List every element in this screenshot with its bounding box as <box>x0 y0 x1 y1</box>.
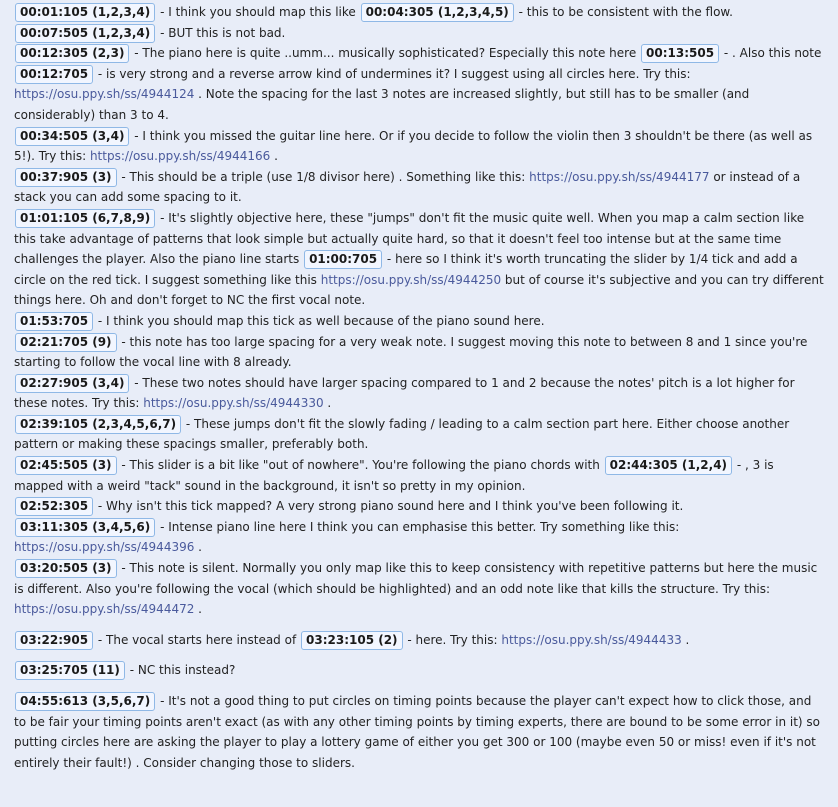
timestamp-link[interactable]: 03:22:905 <box>15 631 93 650</box>
comment-text: . <box>194 540 202 555</box>
screenshot-link[interactable]: https://osu.ppy.sh/ss/4944177 <box>529 169 710 184</box>
timestamp-link[interactable]: 00:01:105 (1,2,3,4) <box>15 3 155 22</box>
mod-comment <box>14 630 824 651</box>
timestamp-link[interactable]: 01:00:705 <box>304 250 382 269</box>
timestamp-link[interactable]: 00:12:705 <box>15 65 93 84</box>
comment-text: - here so I think it's worth truncating the slider by 1/4 tick and add a circle on the red tick. I suggest something like this <box>14 252 798 287</box>
mod-comment <box>14 414 824 455</box>
comment-text: but of course it's subjective and you can try different things here. Oh and don't forget to NC the first vocal note. <box>14 272 824 308</box>
comment-text: - is very strong and a reverse arrow kind of undermines it? I suggest using all circles here. Try this: <box>94 66 691 81</box>
screenshot-link[interactable]: https://osu.ppy.sh/ss/4944330 <box>143 396 324 411</box>
timestamp-link[interactable]: 02:39:105 (2,3,4,5,6,7) <box>15 415 181 434</box>
timestamp-link[interactable]: 02:21:705 (9) <box>15 333 117 352</box>
comment-text: - , 3 is mapped with a weird "tack" sound in the background, it isn't so pretty in my opinion. <box>14 458 774 493</box>
mod-comment <box>14 23 824 44</box>
comment-text: - These two notes should have larger spacing compared to 1 and 2 because the notes' pitch is a lot higher for these notes. Try this: <box>14 375 795 411</box>
timestamp-link[interactable]: 03:25:705 (11) <box>15 661 125 680</box>
mod-comment <box>14 373 824 414</box>
mod-comment <box>14 496 824 517</box>
comment-text: - this note has too large spacing for a very weak note. I suggest moving this note to between 8 and 1 since you're starting to follow the vocal line with 8 already. <box>14 334 808 370</box>
screenshot-link[interactable]: https://osu.ppy.sh/ss/4944124 <box>14 87 195 102</box>
timestamp-link[interactable]: 00:07:505 (1,2,3,4) <box>15 24 155 43</box>
timestamp-link[interactable]: 02:45:505 (3) <box>15 456 117 475</box>
screenshot-link[interactable]: https://osu.ppy.sh/ss/4944433 <box>501 632 682 647</box>
mod-comment <box>14 517 824 558</box>
comment-text: - I think you should map this tick as well because of the piano sound here. <box>94 313 545 328</box>
comment-text: . <box>194 602 202 617</box>
mod-comment <box>14 691 824 773</box>
screenshot-link[interactable]: https://osu.ppy.sh/ss/4944166 <box>89 149 271 164</box>
mod-comment <box>14 455 824 496</box>
comment-text: - Why isn't this tick mapped? A very strong piano sound here and I think you've been following it. <box>94 499 684 514</box>
timestamp-link[interactable]: 03:20:505 (3) <box>15 559 117 578</box>
mod-comment <box>14 167 824 208</box>
timestamp-link[interactable]: 00:34:505 (3,4) <box>15 127 129 146</box>
timestamp-link[interactable]: 02:27:905 (3,4) <box>15 374 129 393</box>
timestamp-link[interactable]: 02:44:305 (1,2,4) <box>605 456 732 475</box>
mod-comment <box>14 558 824 620</box>
comment-text: - this to be consistent with the flow. <box>514 5 733 19</box>
comment-text: - I think you missed the guitar line here. Or if you decide to follow the violin then 3 shouldn't be there (as well as 5!). Try this: <box>14 128 813 164</box>
screenshot-link[interactable]: https://osu.ppy.sh/ss/4944250 <box>320 272 502 287</box>
timestamp-link[interactable]: 03:11:305 (3,4,5,6) <box>15 518 155 537</box>
paragraph-spacer <box>14 650 824 660</box>
mod-comment <box>14 43 824 64</box>
comment-text: - The piano here is quite ..umm... musically sophisticated? Especially this note here <box>130 46 641 61</box>
comment-text: . Note the spacing for the last 3 notes are increased slightly, but still has to be smaller (and considerably) than 3 to 4. <box>14 87 750 122</box>
timestamp-link[interactable]: 00:13:505 <box>641 44 719 63</box>
timestamp-link[interactable]: 02:52:305 <box>15 497 93 516</box>
comment-text: - BUT this is not bad. <box>156 25 286 40</box>
timestamp-link[interactable]: 00:37:905 (3) <box>15 168 117 187</box>
comment-text: - These jumps don't fit the slowly fading / leading to a calm section part here. Either choose another pattern or making these spacings smaller, preferably both. <box>14 416 790 452</box>
timestamp-link[interactable]: 04:55:613 (3,5,6,7) <box>15 692 155 711</box>
comment-text: . <box>681 632 690 647</box>
mod-comment <box>14 311 824 332</box>
comment-text: - The vocal starts here instead of <box>94 632 300 647</box>
comment-text: - I think you should map this like <box>156 5 360 19</box>
mod-comment <box>14 208 824 311</box>
paragraph-spacer <box>14 620 824 630</box>
timestamp-link[interactable]: 03:23:105 (2) <box>301 631 403 650</box>
comment-text: - This slider is a bit like "out of nowhere". You're following the piano chords with <box>117 458 604 473</box>
comment-text: - NC this instead? <box>125 663 236 678</box>
comment-text: - . Also this note <box>720 46 822 61</box>
mod-comment <box>14 2 824 23</box>
paragraph-spacer <box>14 681 824 691</box>
mod-comment <box>14 126 824 167</box>
screenshot-link[interactable]: https://osu.ppy.sh/ss/4944396 <box>14 540 195 555</box>
comment-text: - It's slightly objective here, these "jumps" don't fit the music quite well. When you map a calm section like this take advantage of patterns that look simple but actually quite hard, so that it doesn't feel too intense but at the same time challenges the player. Also the piano line starts <box>14 210 805 267</box>
mod-comment <box>14 660 824 681</box>
comment-text: - This note is silent. Normally you only map like this to keep consistency with repetitive patterns but here the music is different. Also you're following the vocal (which should be highlighted) and an odd note like that kills the structure. Try this: <box>14 561 818 596</box>
timestamp-link[interactable]: 01:53:705 <box>15 312 93 331</box>
timestamp-link[interactable]: 01:01:105 (6,7,8,9) <box>15 209 155 228</box>
screenshot-link[interactable]: https://osu.ppy.sh/ss/4944472 <box>14 602 195 617</box>
timestamp-link[interactable]: 00:04:305 (1,2,3,4,5) <box>361 3 514 22</box>
comment-text: - here. Try this: <box>403 632 502 647</box>
comment-text: or instead of a stack you can add some spacing to it. <box>14 169 801 205</box>
timestamp-link[interactable]: 00:12:305 (2,3) <box>15 44 129 63</box>
comment-text: - Intense piano line here I think you can emphasise this better. Try something like this: <box>156 519 680 534</box>
comment-text: - It's not a good thing to put circles on timing points because the player can't expect how to click those, and to be fair your timing points aren't exact (as with any other timing points by timing experts, there are bound to be some error in it) so putting circles here are asking the player to play a lottery game of either you get 300 or 100 (maybe even 50 or miss! even if it's not entirely their fault!) . Consider changing those to sliders. <box>14 694 820 770</box>
comment-text: . <box>270 149 278 164</box>
mod-comment <box>14 332 824 373</box>
comment-text: . <box>323 396 332 411</box>
mod-comment <box>14 64 824 126</box>
comment-text: - This should be a triple (use 1/8 divisor here) . Something like this: <box>117 169 530 184</box>
